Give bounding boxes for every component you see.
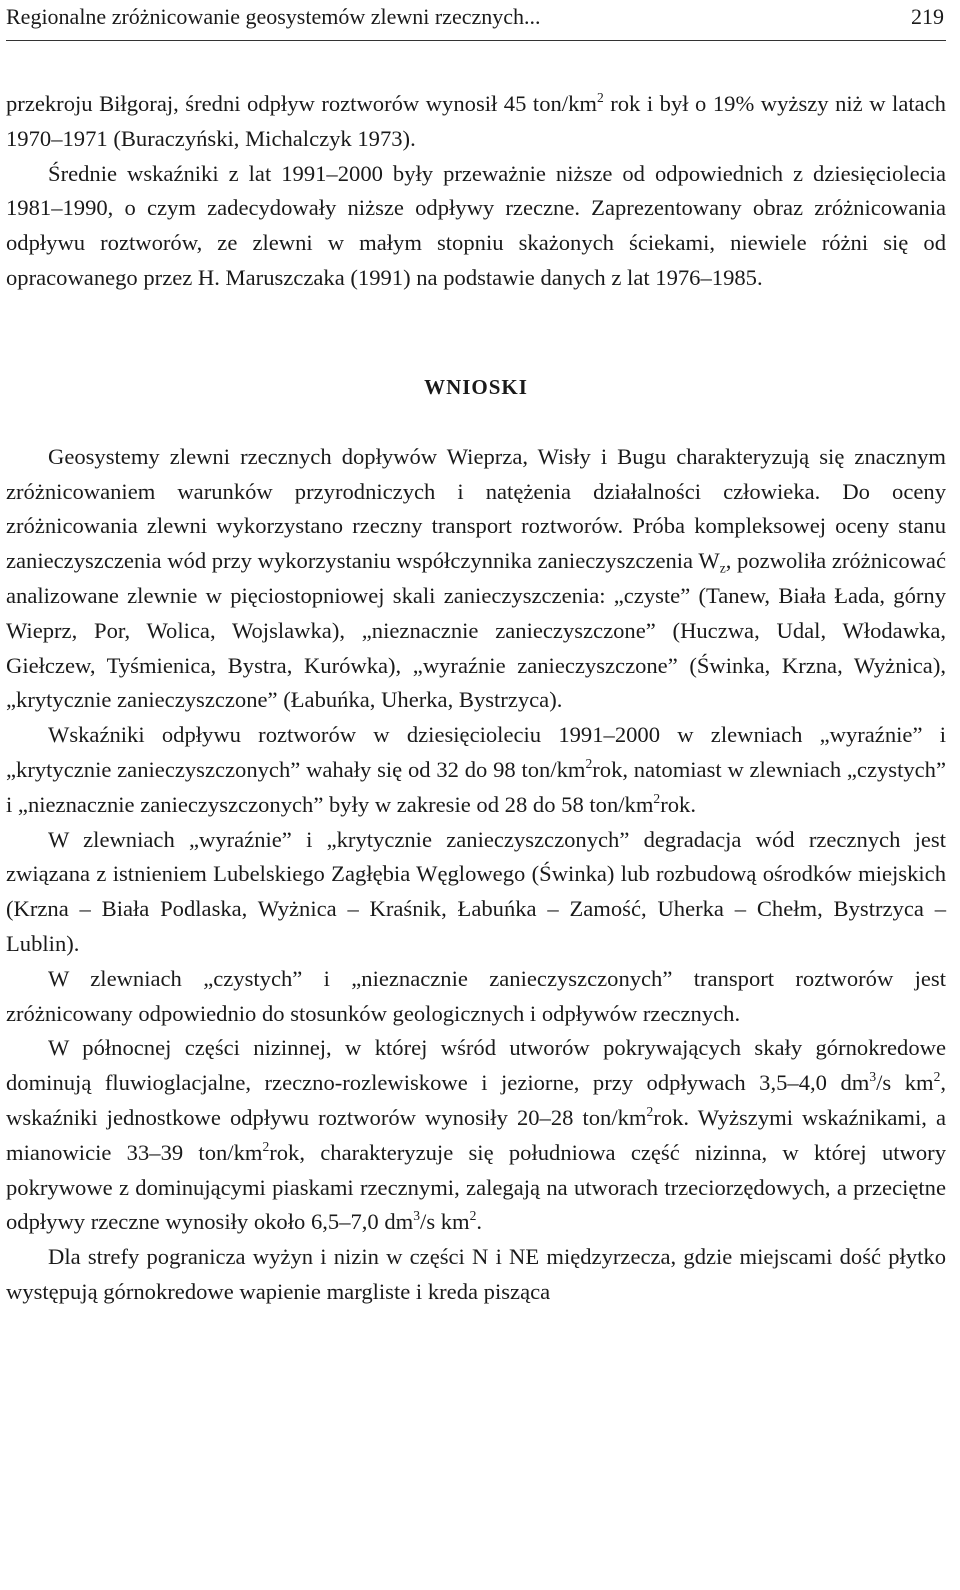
text-run: rok. Wyższymi wskaźnikami, a mianowicie 33–39 ton/km <box>6 1104 946 1165</box>
text-run: rok. <box>660 791 696 817</box>
text-run: . <box>476 1209 483 1235</box>
paragraph <box>6 440 946 718</box>
superscript: 2 <box>933 1069 941 1085</box>
page-number: 219 <box>911 4 944 29</box>
text-run: /s km <box>420 1209 470 1235</box>
superscript: 2 <box>469 1208 477 1224</box>
paragraph: Średnie wskaźniki z lat 1991–2000 były przeważnie niższe od odpowiednich z dziesięciolecia 1981–1990, o czym zadecydowały niższe odpływy rzeczne. Zaprezentowany obraz zróżnicowania odpływu roztworów, ze zlewni w małym stopniu skażonych ściekami, niewiele różni się od opracowanego przez H. Maruszczaka (1991) na podstawie danych z lat 1976–1985. <box>6 160 946 290</box>
superscript: 2 <box>596 90 604 106</box>
superscript: 3 <box>413 1208 421 1224</box>
running-title: Regionalne zróżnicowanie geosystemów zlewni rzecznych... <box>6 4 541 29</box>
section-heading: WNIOSKI <box>424 374 528 399</box>
text-run: Geosystemy zlewni rzecznych dopływów Wieprza, Wisły i Bugu charakteryzują się znacznym zróżnicowaniem warunków przyrodniczych i natężenia działalności człowieka. Do oceny zróżnicowania zlewni wykorzystano rzeczny transport roztworów. Próba kompleksowej oceny stanu zanieczyszczenia wód przy wykorzystaniu współczynnika zanieczyszczenia W <box>6 443 946 574</box>
text-run: Wskaźniki odpływu roztworów w dziesięcioleciu 1991–2000 w zlewniach „wyraźnie” i „krytycznie zanieczyszczonych” wahały się od 32 do 98 ton/km <box>6 722 946 782</box>
paragraph: Dla strefy pogranicza wyżyn i nizin w części N i NE międzyrzecza, gdzie miejscami dość płytko występują górnokredowe wapienie margliste i kreda pisząca <box>6 1244 946 1304</box>
superscript: 2 <box>262 1138 270 1154</box>
paragraph <box>6 1031 946 1240</box>
paragraph: W zlewniach „czystych” i „nieznacznie zanieczyszczonych” transport roztworów jest zróżnicowany odpowiednio do stosunków geologicznych i odpływów rzecznych. <box>6 965 946 1026</box>
superscript: 2 <box>585 756 593 772</box>
paragraph-continuation <box>6 87 946 157</box>
subscript: z <box>719 560 726 576</box>
running-header <box>6 0 946 41</box>
text-run: , pozwoliła zróżnicować analizowane zlewnie w pięciostopniowej skali zanieczyszczenia: „czyste” (Tanew, Biała Łada, górny Wieprz, Por, Wolica, Wojslawka), „nieznacznie zanieczyszczone” (Huczwa, Udal, Włodawka, Giełczew, Tyśmienica, Bystra, Kurówka), „wyraźnie zanieczyszczone” (Świnka, Krzna, Wyżnica), „krytycznie zanieczyszczone” (Łabuńka, Uherka, Bystrzyca). <box>6 548 946 713</box>
text-run: , wskaźniki jednostkowe odpływu roztworów wynosiły 20–28 ton/km <box>6 1070 946 1130</box>
superscript: 3 <box>869 1069 877 1085</box>
text-run: rok, charakteryzuje się południowa część nizinna, w której utwory pokrywowe z dominującymi piaskami rzecznymi, zalegają na utworach trzeciorzędowych, a przeciętne odpływy rzeczne wynosiły około 6,5–7,0 dm <box>6 1139 946 1235</box>
body-text <box>6 87 946 1310</box>
text-run: przekroju Biłgoraj, średni odpływ roztworów wynosił 45 ton/km <box>6 91 597 116</box>
text-run: rok i był o 19% wyższy niż w latach 1970–1971 (Buraczyński, Michalczyk 1973). <box>6 91 946 151</box>
paragraph: W zlewniach „wyraźnie” i „krytycznie zanieczyszczonych” degradacja wód rzecznych jest związana z istnieniem Lubelskiego Zagłębia Węglowego (Świnka) lub rozbudową ośrodków miejskich (Krzna – Biała Podlaska, Wyżnica – Kraśnik, Łabuńka – Zamość, Uherka – Chełm, Bystrzyca – Lublin). <box>6 826 946 956</box>
text-run: /s km <box>876 1070 934 1096</box>
superscript: 2 <box>646 1104 654 1120</box>
text-run: rok, natomiast w zlewniach „czystych” i „nieznacznie zanieczyszczonych” były w zakresie od 28 do 58 ton/km <box>6 756 946 817</box>
paragraph <box>6 718 946 822</box>
superscript: 2 <box>653 790 661 806</box>
text-run: W północnej części nizinnej, w której wśród utworów pokrywających skały górnokredowe dominują fluwioglacjalne, rzeczno-rozlewiskowe i jeziorne, przy odpływach 3,5–4,0 dm <box>6 1035 946 1096</box>
